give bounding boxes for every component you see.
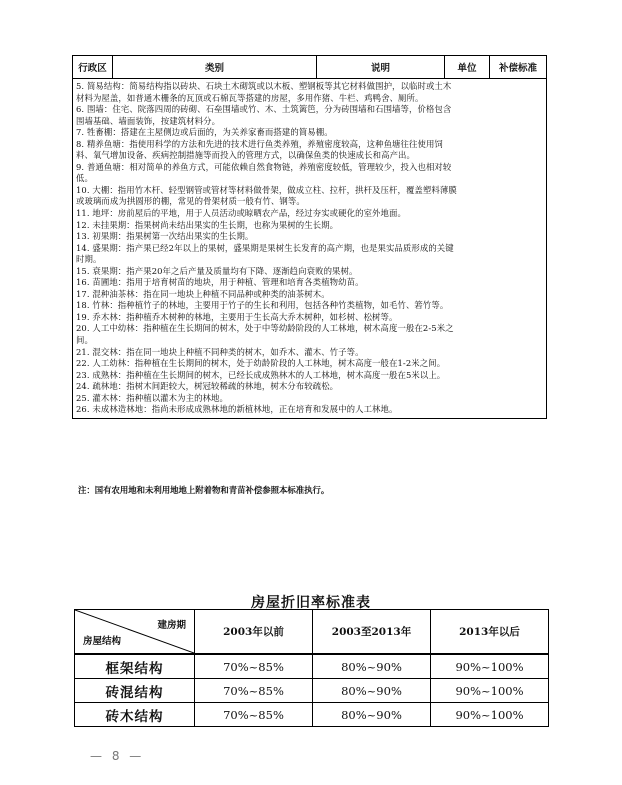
rate-cell: 90%~100%	[431, 679, 549, 703]
definition-line: 围墙基础、墙面装饰，按建筑材料分。	[76, 115, 221, 126]
definition-line: 22. 人工幼林：指种植在生长期间的树木，处于幼龄阶段的人工林地，树木高度一般在1-2米之间。	[76, 358, 446, 369]
definition-line: 间。	[76, 335, 93, 346]
header-district: 行政区	[73, 56, 113, 79]
rate-cell: 90%~100%	[431, 654, 549, 679]
build-period-label: 建房期	[157, 620, 186, 631]
definition-line: 6. 围墙：住宅、院落四周的砖砌、石垒围墙或竹、木、土筑篱笆，分为砖围墙和石围墙等，价格包含	[76, 104, 452, 115]
definition-line: 9. 普通鱼塘：相对简单的养鱼方式，可能依赖自然食物链，养殖密度较低，管理较少，投入也相对较	[76, 161, 452, 172]
definition-line: 18. 竹林：指种植竹子的林地，主要用于竹子的生长和利用，包括各种竹类植物，如毛竹、箬竹等。	[76, 300, 449, 311]
header-category: 类别	[113, 56, 317, 79]
rate-cell: 70%~85%	[195, 679, 313, 703]
structure-type-label: 房屋结构	[83, 636, 122, 647]
definition-line: 或玻璃而成为拱圆形的棚，常见的骨架材质一般有竹、钢等。	[76, 196, 305, 207]
structure-type-cell: 框架结构	[75, 654, 195, 679]
definition-line: 20. 人工中幼林：指种植在生长期间的树木，处于中等幼龄阶段的人工林地，树木高度一般在2-5米之	[76, 323, 454, 334]
definition-line: 19. 乔木林：指种植乔木树种的林地，主要用于生长高大乔木树种，如杉树、松树等。	[76, 311, 398, 322]
definition-line: 17. 混种油茶林：指在同一地块上种植不同品种或种类的油茶树木。	[76, 288, 330, 299]
rate-cell: 70%~85%	[195, 703, 313, 727]
definition-line: 26. 未成林造林地：指尚未形成成熟林地的新植林地，正在培育和发展中的人工林地。	[76, 404, 398, 415]
definition-line: 低。	[76, 173, 93, 184]
depreciation-table-title: 房屋折旧率标准表	[251, 595, 371, 611]
definition-line: 7. 牲畜棚：搭建在主屋侧边或后面的，为关养家畜而搭建的简易棚。	[76, 127, 333, 138]
definition-line: 13. 初果期：指果树第一次结出果实的生长期。	[76, 231, 254, 242]
depreciation-header-row	[75, 610, 549, 655]
definition-line: 时期。	[76, 254, 102, 265]
table-header-row	[73, 56, 547, 79]
definitions-cell	[73, 79, 547, 419]
header-description: 说明	[317, 56, 445, 79]
structure-type-cell: 砖混结构	[75, 679, 195, 703]
definition-line: 11. 地坪：房前屋后的平地，用于人员活动或晾晒农产品，经过夯实或硬化的室外地面。	[76, 208, 406, 219]
table-row	[75, 703, 549, 727]
definition-line: 15. 衰果期：指产果20年之后产量及质量均有下降、逐渐趋向衰败的果树。	[76, 265, 358, 276]
definition-line: 12. 未挂果期：指果树尚未结出果实的生长期，也称为果树的生长期。	[76, 219, 339, 230]
rate-cell: 80%~90%	[313, 703, 431, 727]
page-number: — 8 —	[90, 749, 145, 763]
period-header: 2013年以后	[431, 610, 549, 655]
header-unit: 单位	[445, 56, 490, 79]
table-row	[75, 679, 549, 703]
definition-line: 10. 大棚：指用竹木杆、轻型钢管或管材等材料做骨架，做成立柱、拉杆，拱杆及压杆，覆盖塑料薄膜	[76, 184, 457, 195]
rate-cell: 90%~100%	[431, 703, 549, 727]
header-compensation-standard: 补偿标准	[490, 56, 547, 79]
table-note: 注：国有农用地和未利用地地上附着物和青苗补偿参照本标准执行。	[78, 485, 330, 495]
definition-line: 25. 灌木林：指种植以灌木为主的林地。	[76, 392, 228, 403]
structure-type-cell: 砖木结构	[75, 703, 195, 727]
definition-line: 21. 混交林：指在同一地块上种植不同种类的树木，如乔木、灌木、竹子等。	[76, 346, 364, 357]
definition-line: 16. 苗圃地：指用于培育树苗的地块，用于种植、管理和培育各类植物幼苗。	[76, 277, 364, 288]
period-header: 2003至2013年	[313, 610, 431, 655]
definition-line: 8. 精养鱼塘：指使用科学的方法和先进的技术进行鱼类养殖，养殖密度较高，这种鱼塘往往使用饲	[76, 138, 443, 149]
definition-line: 14. 盛果期：指产果已经2年以上的果树，盛果期是果树生长发育的高产期，也是果实品质形成的关键	[76, 242, 454, 253]
table-row	[75, 654, 549, 679]
rate-cell: 80%~90%	[313, 654, 431, 679]
compensation-definitions-table	[72, 55, 547, 419]
diagonal-header-cell	[75, 610, 195, 655]
rate-cell: 80%~90%	[313, 679, 431, 703]
definition-line: 23. 成熟林：指种植在生长期间的树木，已经长成成熟林木的人工林地，树木高度一般在5米以上。	[76, 369, 446, 380]
definition-line: 24. 疏林地：指树木间距较大，树冠较稀疏的林地，树木分布较疏松。	[76, 381, 339, 392]
depreciation-rate-table	[74, 609, 549, 727]
rate-cell: 70%~85%	[195, 654, 313, 679]
definitions-row	[73, 79, 547, 419]
period-header: 2003年以前	[195, 610, 313, 655]
definition-line: 5. 简易结构：简易结构指以砖块、石块土木砌筑或以木板、塑钢板等其它材料做围护，以临时或土木	[76, 81, 452, 91]
definition-line: 材料为屋盖，如普通木栅条的瓦顶或石棉瓦等搭建的房屋，多用作猪、牛栏、鸡鸭舍、厕所。	[76, 92, 424, 103]
definition-line: 料、氧气增加设备、疾病控制措施等而投入的管理方式，以确保鱼类的快速成长和高产出。	[76, 150, 415, 161]
